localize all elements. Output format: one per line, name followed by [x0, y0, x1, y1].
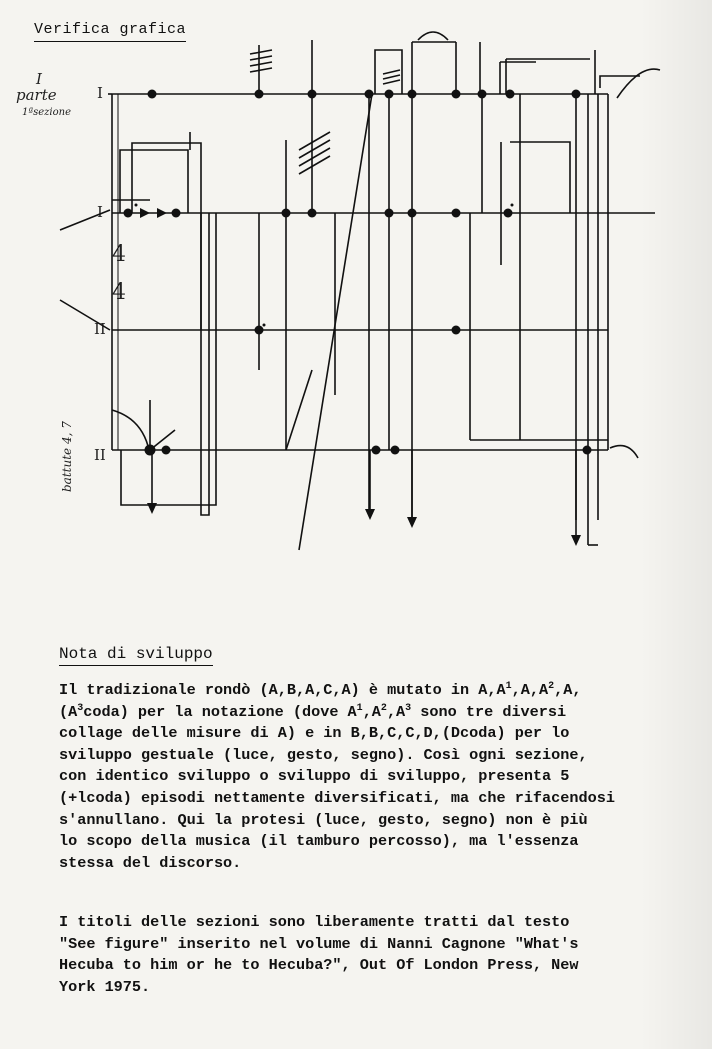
note-line: ,A,A — [511, 681, 549, 699]
note-line: ,A — [362, 702, 381, 721]
superscript: 3 — [77, 702, 84, 714]
superscript: 2 — [380, 702, 387, 714]
note-line: collage delle misure di A) e in B,B,C,C,D,(Dcoda) per lo — [59, 724, 570, 743]
battute-note: battute 4, 7 — [60, 421, 74, 492]
staff-label-3: II — [94, 320, 106, 338]
note-line: con identico sviluppo o sviluppo di sviluppo, presenta 5 — [59, 767, 570, 786]
superscript: 1 — [505, 681, 512, 692]
page-title: Verifica grafica — [34, 20, 186, 42]
note-line: I titoli delle sezioni sono liberamente tratti dal testo — [59, 913, 570, 931]
note-line: sono tre diversi — [411, 702, 567, 721]
note-line: ,A, — [554, 681, 582, 699]
meter-numerator: 4 — [112, 242, 126, 267]
note-line: (+lcoda) episodi nettamente diversificati, ma che rifacendosi — [59, 788, 615, 807]
note-line: Hecuba to him or he to Hecuba?", Out Of London Press, New — [59, 956, 579, 975]
note-paragraph-1 — [59, 680, 679, 874]
note-paragraph-2 — [59, 912, 679, 998]
part-word: parte — [16, 86, 57, 104]
superscript: 1 — [356, 702, 363, 714]
note-line: York 1975. — [59, 977, 151, 996]
superscript: 2 — [548, 681, 555, 692]
note-title: Nota di sviluppo — [59, 644, 213, 666]
superscript: 3 — [405, 702, 412, 714]
staff-label-4: II — [94, 446, 106, 464]
note-line: sviluppo gestuale (luce, gesto, segno). Così ogni sezione, — [59, 745, 588, 764]
note-line: s'annullano. Qui la protesi (luce, gesto, segno) non è più — [59, 810, 588, 829]
note-line: "See figure" inserito nel volume di Nanni Cagnone "What's — [59, 934, 579, 953]
note-line: coda) per la notazione (dove A — [83, 702, 357, 721]
note-line: stessa del discorso. — [59, 853, 242, 872]
part-section-note: 1ªsezione — [22, 107, 72, 118]
note-line: ,A — [386, 702, 406, 721]
staff-label-2: I — [97, 203, 103, 221]
note-line: (A — [59, 702, 78, 721]
meter-denominator: 4 — [112, 280, 126, 305]
note-line: lo scopo della musica (il tamburo percosso), ma l'essenza — [59, 832, 579, 851]
part-number: I — [36, 70, 42, 88]
note-line: Il tradizionale rondò (A,B,A,C,A) è mutato in A,A — [59, 681, 506, 699]
staff-label-1: I — [97, 84, 103, 102]
